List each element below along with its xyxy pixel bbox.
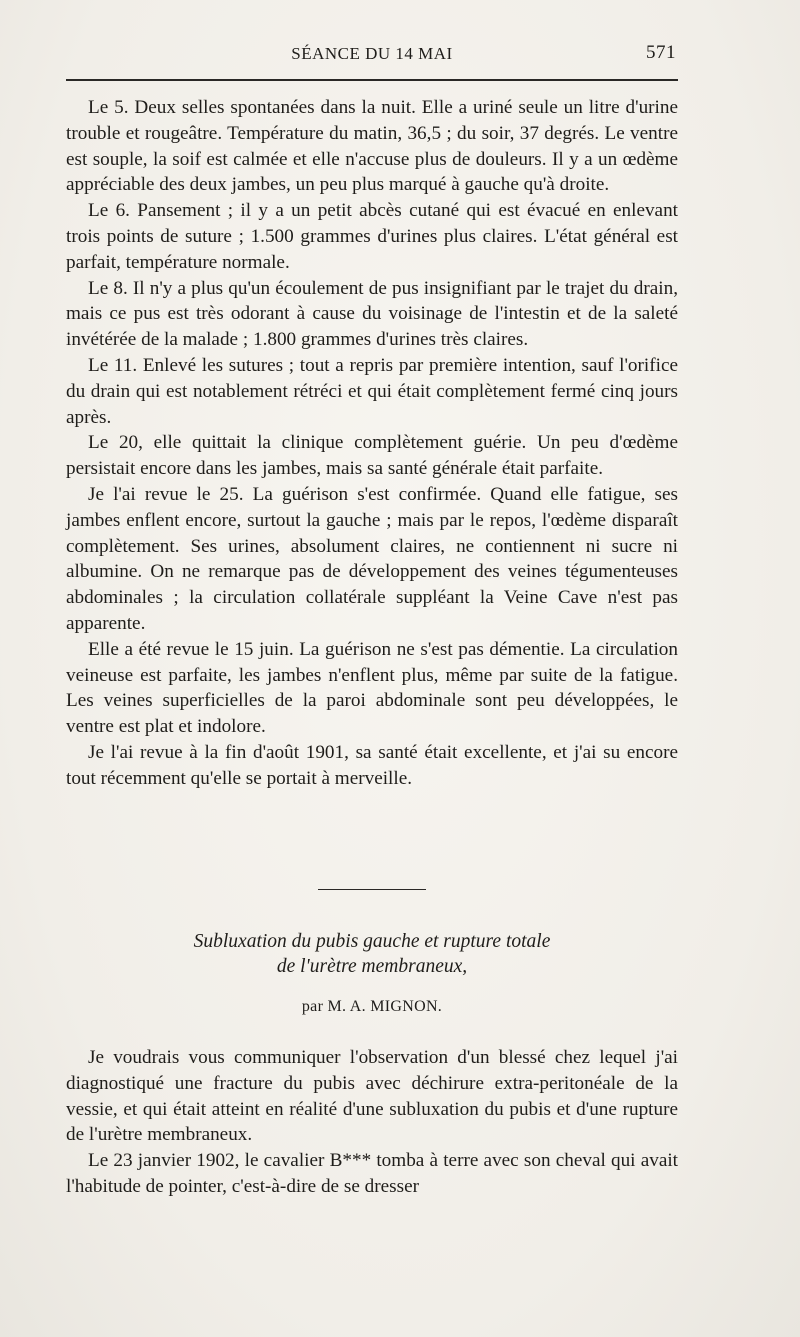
paragraph-revue-aout: Je l'ai revue à la fin d'août 1901, sa santé était excellente, et j'ai su encore tout récemment qu'elle se portait à merveille. — [66, 741, 678, 789]
article-title — [66, 929, 678, 979]
case-report-text — [66, 95, 678, 792]
section-separator — [318, 889, 426, 890]
paragraph-le-20: Le 20, elle quittait la clinique complètement guérie. Un peu d'œdème persistait encore dans les jambes, mais sa santé générale était parfaite. — [66, 432, 678, 480]
header-rule — [66, 79, 678, 81]
byline-prefix: par — [301, 998, 324, 1015]
article-paragraph-intro: Je voudrais vous communiquer l'observation d'un blessé chez lequel j'ai diagnostiqué une fracture du pubis avec déchirure extra-peritonéale de la vessie, et qui était atteint en réalité d'une subluxation du pubis et d'une rupture de l'urètre membraneux. — [66, 1047, 678, 1146]
paragraph-le-5: Le 5. Deux selles spontanées dans la nuit. Elle a uriné seule un litre d'urine trouble et rougeâtre. Température du matin, 36,5 ; du soir, 37 degrés. Le ventre est souple, la soif est calmée et elle n'accuse plus de douleurs. Il y a un œdème appréciable des deux jambes, un peu plus marqué à gauche qu'à droite. — [66, 97, 678, 196]
article-paragraph-case: Le 23 janvier 1902, le cavalier B*** tomba à terre avec son cheval qui avait l'habitude de pointer, c'est-à-dire de se dresser — [66, 1150, 678, 1197]
running-head — [66, 38, 678, 68]
article-byline — [66, 998, 678, 1016]
article-text — [66, 1045, 678, 1200]
paragraph-revue-juin: Elle a été revue le 15 juin. La guérison ne s'est pas démentie. La circulation veineuse est parfaite, les jambes n'enflent plus, même par suite de la fatigue. Les veines superficielles de la paroi abdominale sont peu développées, le ventre est plat et indolore. — [66, 638, 678, 738]
running-head-title: SÉANCE DU 14 MAI — [291, 44, 453, 63]
article-title-line-1: Subluxation du pubis gauche et rupture totale — [193, 931, 551, 952]
byline-author: M. A. MIGNON. — [327, 998, 443, 1015]
page-number: 571 — [646, 42, 676, 63]
paragraph-le-6: Le 6. Pansement ; il y a un petit abcès cutané qui est évacué en enlevant trois points de suture ; 1.500 grammes d'urines plus claires. L'état général est parfait, température normale. — [66, 200, 678, 273]
paragraph-le-11: Le 11. Enlevé les sutures ; tout a repris par première intention, sauf l'orifice du drain qui est notablement rétréci et qui était complètement fermé cinq jours après. — [66, 354, 678, 428]
article-title-line-2: de l'urètre membraneux, — [276, 956, 468, 977]
paragraph-le-8: Le 8. Il n'y a plus qu'un écoulement de pus insignifiant par le trajet du drain, mais ce pus est très odorant à cause du voisinage de l'intestin et de la saleté invétérée de la malade ; 1.800 grammes d'urines très claires. — [66, 277, 678, 351]
paragraph-revue-25: Je l'ai revue le 25. La guérison s'est confirmée. Quand elle fatigue, ses jambes enflent encore, surtout la gauche ; mais par le repos, l'œdème disparaît complètement. Ses urines, absolument claires, ne contiennent ni sucre ni albumine. On ne remarque pas de développement des veines tégumenteuses abdominales ; la circulation collatérale suppléant la Veine Cave n'est pas apparente. — [66, 483, 678, 634]
